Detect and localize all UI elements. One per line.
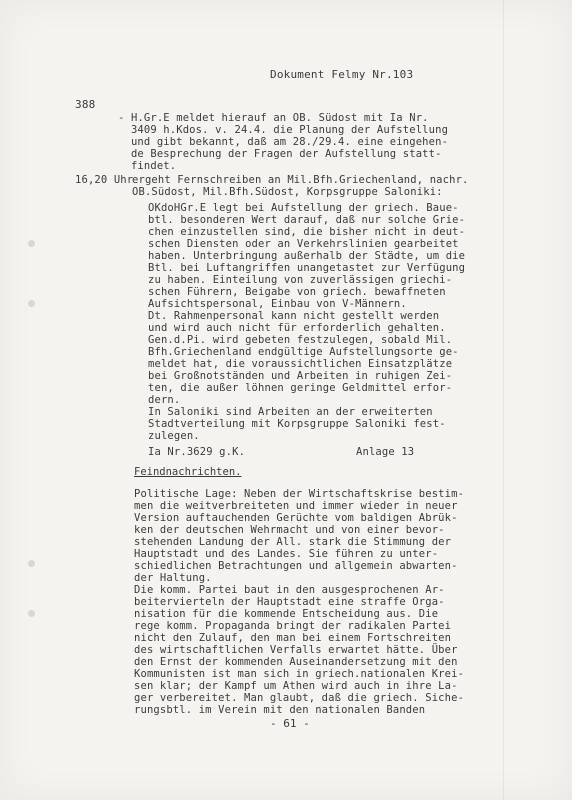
block3-line: Version auftauchenden Gerüchte vom baldigen Abrük- xyxy=(134,512,458,524)
block2-line: dern. xyxy=(148,394,181,406)
block3-line: des wirtschaftlichen Verfalls erwartet hätte. Über xyxy=(134,644,458,656)
block3-line: ger verbereitet. Man glaubt, daß die griech. Siche- xyxy=(134,692,465,704)
block2-line: chen einzustellen sind, die bisher nicht in deut- xyxy=(148,226,466,238)
block3-line: Hauptstadt und des Landes. Sie führen zu unter- xyxy=(134,548,439,560)
block3-line: men die weitverbreiteten und immer wieder in neuer xyxy=(134,500,458,512)
block3-line: den Ernst der kommenden Auseinandersetzung mit den xyxy=(134,656,458,668)
block2-line: ten, die außer löhnen geringe Geldmittel erfor- xyxy=(148,382,453,394)
block1-line: und gibt bekannt, daß am 28./29.4. eine eingehen- xyxy=(118,136,449,148)
reference-right: Anlage 13 xyxy=(356,446,415,458)
scan-edge xyxy=(503,0,504,800)
block2-line: In Saloniki sind Arbeiten an der erweiterten xyxy=(148,406,433,418)
block3-line: rungsbtl. im Verein mit den nationalen Banden xyxy=(134,704,426,716)
block2-line: Aufsichtspersonal, Einbau von V-Männern. xyxy=(148,298,407,310)
time-line: ergeht Fernschreiben an Mil.Bfh.Griechenland, nachr. xyxy=(132,174,469,186)
block2-line: und wird auch nicht für erforderlich gehalten. xyxy=(148,322,446,334)
block2-line: zulegen. xyxy=(148,430,200,442)
block2-line: btl. besonderen Wert darauf, daß nur solche Grie- xyxy=(148,214,466,226)
block1-line: 3409 h.Kdos. v. 24.4. die Planung der Aufstellung xyxy=(118,124,449,136)
reference-left: Ia Nr.3629 g.K. xyxy=(148,446,246,458)
block2-line: Stadtverteilung mit Korpsgruppe Saloniki fest- xyxy=(148,418,446,430)
block3-line: der Haltung. xyxy=(134,572,212,584)
block1-line: findet. xyxy=(118,160,177,172)
time-entry: 16,20 Uhr xyxy=(75,174,134,186)
block3-line: Politische Lage: Neben der Wirtschaftskrise bestim- xyxy=(134,488,465,500)
block2-line: Dt. Rahmenpersonal kann nicht gestellt werden xyxy=(148,310,440,322)
section-title: Feindnachrichten. xyxy=(134,466,242,478)
block1-line: - H.Gr.E meldet hierauf an OB. Südost mit Ia Nr. xyxy=(118,112,429,124)
block3-line: stehenden Landung der All. stark die Stimmung der xyxy=(134,536,452,548)
punch-hole xyxy=(28,560,35,567)
block2-line: Gen.d.Pi. wird gebeten festzulegen, sobald Mil. xyxy=(148,334,453,346)
block2-line: Btl. bei Luftangriffen unangetastet zur Verfügung xyxy=(148,262,466,274)
punch-hole xyxy=(28,300,35,307)
block2-line: meldet hat, die voraussichtlichen Einsatzplätze xyxy=(148,358,453,370)
block2-line: OKdoHGr.E legt bei Aufstellung der griech. Baue- xyxy=(148,202,459,214)
block3-line: Die komm. Partei baut in den ausgesprochenen Ar- xyxy=(134,584,445,596)
left-page-number: 388 xyxy=(75,98,96,111)
block3-line: sen klar; der Kampf um Athen wird auch in ihre La- xyxy=(134,680,458,692)
block3-line: rege komm. Propaganda bringt der radikalen Partei xyxy=(134,620,452,632)
block2-line: Bfh.Griechenland endgültige Aufstellungsorte ge- xyxy=(148,346,459,358)
block1-line: de Besprechung der Fragen der Aufstellung statt- xyxy=(118,148,442,160)
page-footer: - 61 - xyxy=(270,717,310,730)
block3-line: nicht den Zulauf, den man bei einem Fortschreiten xyxy=(134,632,452,644)
time-line-2: OB.Südost, Mil.Bfh.Südost, Korpsgruppe Saloniki: xyxy=(132,186,443,198)
block3-line: ken der deutschen Wehrmacht und von einer bevor- xyxy=(134,524,445,536)
block3-line: beitervierteln der Hauptstadt eine straffe Orga- xyxy=(134,596,445,608)
block2-line: bei Großnotständen und Arbeiten in ruhigen Zei- xyxy=(148,370,453,382)
block3-line: Kommunisten ist man sich in griech.nationalen Krei- xyxy=(134,668,465,680)
punch-hole xyxy=(28,240,35,247)
block2-line: schen Diensten oder an Verkehrslinien gearbeitet xyxy=(148,238,459,250)
block3-line: schiedlichen Betrachtungen und allgemein abwarten- xyxy=(134,560,458,572)
block3-line: nisation für die kommende Entscheidung aus. Die xyxy=(134,608,439,620)
punch-hole xyxy=(28,610,35,617)
document-header: Dokument Felmy Nr.103 xyxy=(270,68,414,81)
block2-line: haben. Unterbringung außerhalb der Städte, um die xyxy=(148,250,466,262)
block2-line: zu haben. Einteilung von zuverlässigen griechi- xyxy=(148,274,453,286)
block2-line: schen Führern, Beigabe von griech. bewaffneten xyxy=(148,286,446,298)
